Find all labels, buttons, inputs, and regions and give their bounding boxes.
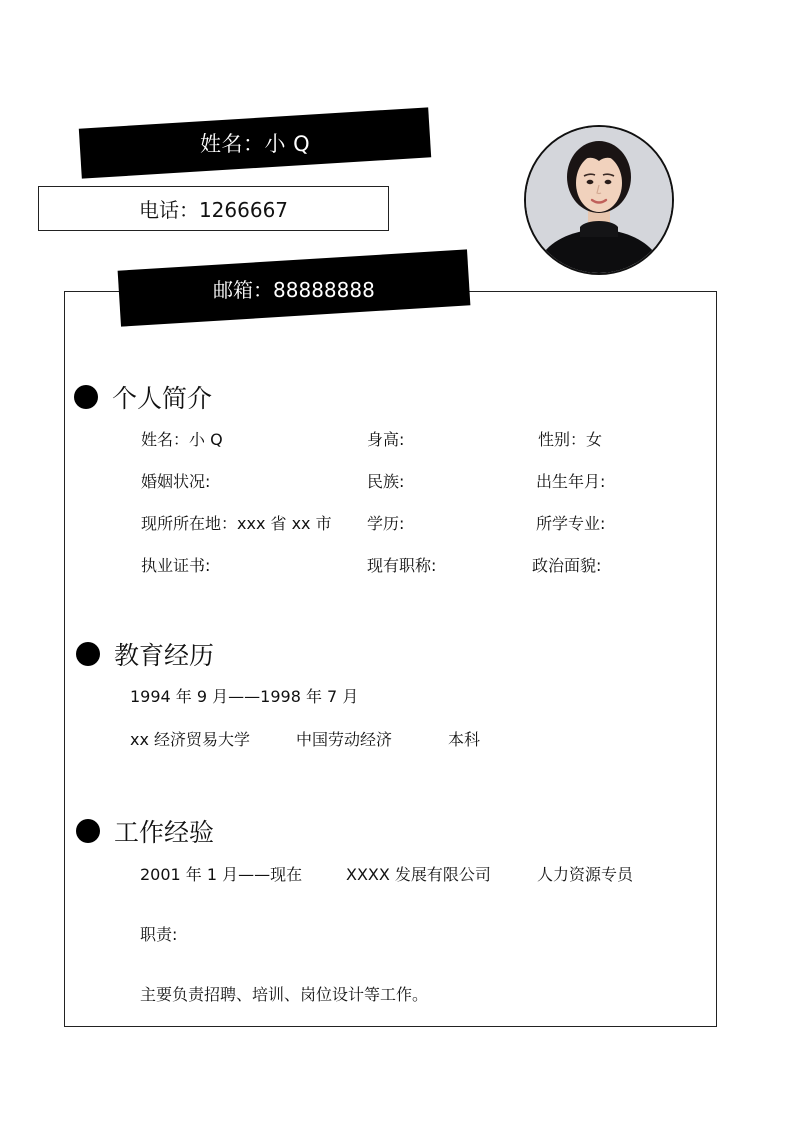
field-political-status: 政治面貌: (532, 556, 602, 575)
section-education-heading (76, 636, 214, 672)
education-period: 1994 年 9 月——1998 年 7 月 (130, 687, 359, 706)
field-major: 所学专业: (536, 514, 606, 533)
name-banner (79, 107, 431, 178)
filled-circle-bullet-icon (76, 819, 100, 843)
work-company: XXXX 发展有限公司 (346, 865, 491, 884)
work-duty-label: 职责: (140, 925, 178, 944)
field-height: 身高: (367, 430, 405, 449)
portrait-photo (526, 127, 672, 273)
filled-circle-bullet-icon (74, 385, 98, 409)
education-degree: 本科 (448, 730, 481, 749)
work-duty-text: 主要负责招聘、培训、岗位设计等工作。 (140, 985, 429, 1004)
field-birth-date: 出生年月: (536, 472, 606, 491)
field-marital-status: 婚姻状况: (141, 472, 211, 491)
section-title: 教育经历 (114, 641, 215, 670)
field-gender: 性别：女 (538, 430, 603, 449)
header-phone: 电话：1266667 (138, 198, 289, 222)
filled-circle-bullet-icon (76, 642, 100, 666)
header-email: 邮箱：88888888 (213, 277, 375, 302)
field-name: 姓名：小 Q (141, 430, 223, 449)
avatar (524, 125, 674, 275)
field-certificate: 执业证书: (141, 556, 211, 575)
education-school: xx 经济贸易大学 (130, 730, 251, 749)
work-position: 人力资源专员 (537, 865, 634, 884)
field-location: 现所所在地：xxx 省 xx 市 (141, 514, 332, 533)
section-title: 个人简介 (112, 384, 213, 413)
work-period: 2001 年 1 月——现在 (140, 865, 303, 884)
field-ethnicity: 民族: (367, 472, 405, 491)
header-name: 姓名：小 Q (199, 132, 311, 156)
section-work-heading (76, 813, 214, 849)
section-title: 工作经验 (114, 818, 215, 847)
field-education-level: 学历: (367, 514, 405, 533)
education-major: 中国劳动经济 (296, 730, 393, 749)
phone-box (38, 186, 389, 231)
field-title: 现有职称: (367, 556, 437, 575)
section-profile-heading (74, 379, 212, 415)
